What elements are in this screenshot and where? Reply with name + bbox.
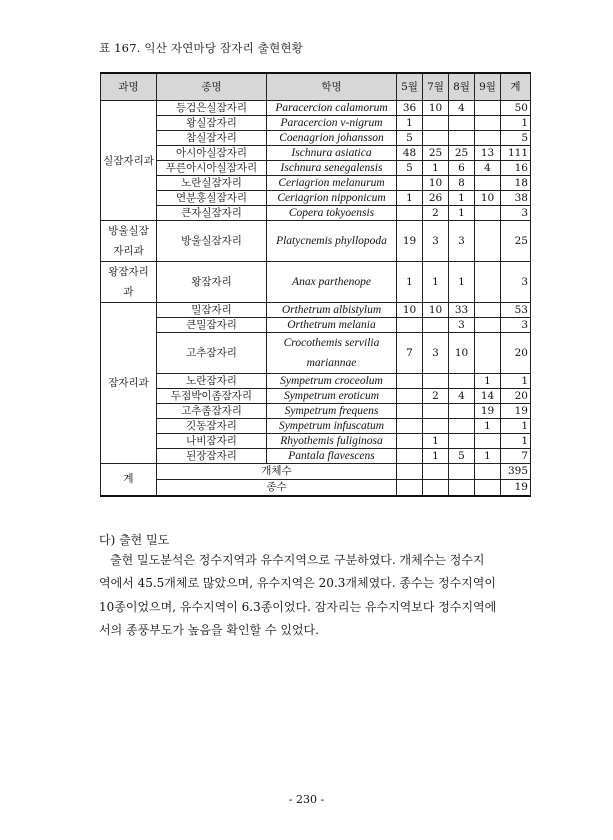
individuals-total: 395 — [501, 464, 531, 480]
total-cell: 20 — [501, 389, 531, 404]
empty-cell — [475, 464, 501, 480]
count-cell-sep — [475, 434, 501, 449]
family-label-line: 자리과 — [113, 245, 144, 257]
count-cell-aug: 6 — [449, 161, 475, 176]
count-cell-aug: 1 — [449, 206, 475, 221]
species-name-cell: 참실잠자리 — [157, 131, 267, 146]
species-name-cell: 큰밀잠자리 — [157, 318, 267, 333]
count-cell-jul: 2 — [423, 389, 449, 404]
table-row — [101, 318, 531, 333]
individuals-label: 개체수 — [157, 464, 397, 480]
paragraph-line: 서의 종풍부도가 높음을 확인할 수 있었다. — [99, 623, 319, 638]
scientific-name-cell: Coenagrion johansson — [267, 131, 397, 146]
count-cell-aug: 1 — [449, 191, 475, 206]
count-cell-aug: 4 — [449, 389, 475, 404]
count-cell-aug — [449, 419, 475, 434]
scientific-name-cell: Anax parthenope — [267, 262, 397, 303]
count-cell-sep: 19 — [475, 404, 501, 419]
total-cell: 1 — [501, 434, 531, 449]
table-row — [101, 146, 531, 161]
scientific-name-cell: Sympetrum infuscatum — [267, 419, 397, 434]
table-row — [101, 176, 531, 191]
table-row — [101, 221, 531, 262]
count-cell-sep — [475, 131, 501, 146]
paragraph-line: 출현 밀도분석은 정수지역과 유수지역으로 구분하였다. 개체수는 정수지 — [110, 553, 485, 567]
column-header: 계 — [501, 73, 531, 101]
count-cell-jul: 10 — [423, 176, 449, 191]
family-cell: 실잠자리과 — [101, 101, 157, 221]
count-cell-jul — [423, 131, 449, 146]
total-cell: 5 — [501, 131, 531, 146]
total-cell: 1 — [501, 374, 531, 389]
count-cell-may: 1 — [397, 191, 423, 206]
count-cell-aug: 5 — [449, 449, 475, 464]
count-cell-may: 48 — [397, 146, 423, 161]
table-row — [101, 374, 531, 389]
scientific-name-cell: Orthetrum albistylum — [267, 303, 397, 318]
count-cell-may: 1 — [397, 116, 423, 131]
column-header: 8월 — [449, 73, 475, 101]
count-cell-sep: 14 — [475, 389, 501, 404]
count-cell-may — [397, 449, 423, 464]
empty-cell — [397, 464, 423, 480]
empty-cell — [397, 480, 423, 496]
count-cell-jul: 1 — [423, 161, 449, 176]
count-cell-sep — [475, 116, 501, 131]
count-cell-sep: 4 — [475, 161, 501, 176]
count-cell-may: 5 — [397, 161, 423, 176]
species-name-cell: 노란실잠자리 — [157, 176, 267, 191]
page-number: - 230 - — [288, 793, 325, 806]
count-cell-may — [397, 318, 423, 333]
count-cell-jul: 1 — [423, 434, 449, 449]
species-name-cell: 고추좀잠자리 — [157, 404, 267, 419]
column-header: 5월 — [397, 73, 423, 101]
table-row — [101, 206, 531, 221]
total-cell: 53 — [501, 303, 531, 318]
count-cell-aug — [449, 434, 475, 449]
column-header: 학명 — [267, 73, 397, 101]
scientific-name-cell: Rhyothemis fuliginosa — [267, 434, 397, 449]
total-cell: 3 — [501, 262, 531, 303]
family-label-line: 왕잠자리 — [108, 266, 149, 278]
count-cell-jul — [423, 374, 449, 389]
scientific-name-cell: Ceriagrion melanurum — [267, 176, 397, 191]
scientific-name-cell: Ceriagrion nipponicum — [267, 191, 397, 206]
species-name-cell: 깃동잠자리 — [157, 419, 267, 434]
count-cell-sep — [475, 221, 501, 262]
table-header-row — [101, 73, 531, 101]
table-row — [101, 419, 531, 434]
column-header: 9월 — [475, 73, 501, 101]
table-row — [101, 404, 531, 419]
empty-cell — [423, 480, 449, 496]
count-cell-sep: 1 — [475, 419, 501, 434]
table-row — [101, 303, 531, 318]
total-cell: 7 — [501, 449, 531, 464]
count-cell-jul: 1 — [423, 262, 449, 303]
table-row — [101, 389, 531, 404]
species-count-label: 종수 — [157, 480, 397, 496]
scientific-name-cell: Orthetrum melania — [267, 318, 397, 333]
count-cell-jul: 3 — [423, 221, 449, 262]
count-cell-aug — [449, 404, 475, 419]
count-cell-aug — [449, 116, 475, 131]
family-cell — [101, 262, 157, 303]
count-cell-jul: 1 — [423, 449, 449, 464]
count-cell-sep — [475, 101, 501, 116]
count-cell-jul: 2 — [423, 206, 449, 221]
total-cell: 16 — [501, 161, 531, 176]
column-header: 7월 — [423, 73, 449, 101]
table-row — [101, 333, 531, 374]
count-cell-sep — [475, 333, 501, 374]
count-cell-aug: 3 — [449, 318, 475, 333]
count-cell-jul: 26 — [423, 191, 449, 206]
total-cell: 20 — [501, 333, 531, 374]
scientific-name-cell: Paracercion v-nigrum — [267, 116, 397, 131]
count-cell-aug — [449, 374, 475, 389]
count-cell-may — [397, 389, 423, 404]
count-cell-may — [397, 404, 423, 419]
count-cell-may: 10 — [397, 303, 423, 318]
species-name-cell: 밀잠자리 — [157, 303, 267, 318]
count-cell-may — [397, 374, 423, 389]
scientific-name-cell: Ischnura asiatica — [267, 146, 397, 161]
column-header: 과명 — [101, 73, 157, 101]
table-row — [101, 161, 531, 176]
scientific-name-cell: Pantala flavescens — [267, 449, 397, 464]
empty-cell — [475, 480, 501, 496]
species-name-cell: 두점박이좀잠자리 — [157, 389, 267, 404]
count-cell-may — [397, 206, 423, 221]
total-cell: 18 — [501, 176, 531, 191]
count-cell-sep — [475, 318, 501, 333]
table-row — [101, 131, 531, 146]
scientific-name-cell: Sympetrum eroticum — [267, 389, 397, 404]
count-cell-jul: 25 — [423, 146, 449, 161]
empty-cell — [449, 480, 475, 496]
total-cell: 3 — [501, 206, 531, 221]
scientific-name-cell: Ischnura senegalensis — [267, 161, 397, 176]
species-name-cell: 된장잠자리 — [157, 449, 267, 464]
table-row — [101, 434, 531, 449]
count-cell-may: 5 — [397, 131, 423, 146]
species-name-cell: 노란잠자리 — [157, 374, 267, 389]
count-cell-aug — [449, 131, 475, 146]
species-name-cell: 방울실잠자리 — [157, 221, 267, 262]
scientific-name-line: Crocothemis servilia — [283, 337, 380, 349]
paragraph-line: 10종이었으며, 유수지역이 6.3종이었다. 잠자리는 유수지역보다 정수지역에 — [99, 599, 497, 614]
summary-row-species — [101, 480, 531, 496]
total-cell: 25 — [501, 221, 531, 262]
family-cell — [101, 221, 157, 262]
species-name-cell: 등검은실잠자리 — [157, 101, 267, 116]
total-cell: 50 — [501, 101, 531, 116]
count-cell-sep — [475, 262, 501, 303]
table-row — [101, 101, 531, 116]
table-row — [101, 191, 531, 206]
table-row — [101, 262, 531, 303]
count-cell-may — [397, 419, 423, 434]
table-row — [101, 116, 531, 131]
count-cell-jul — [423, 419, 449, 434]
paragraph-line: 역에서 45.5개체로 많았으며, 유수지역은 20.3개체였다. 종수는 정수지역이 — [99, 576, 496, 591]
count-cell-may — [397, 434, 423, 449]
total-cell: 1 — [501, 419, 531, 434]
dragonfly-occurrence-table — [100, 72, 531, 497]
count-cell-aug: 4 — [449, 101, 475, 116]
species-name-cell: 나비잠자리 — [157, 434, 267, 449]
count-cell-aug: 25 — [449, 146, 475, 161]
empty-cell — [423, 464, 449, 480]
count-cell-sep — [475, 176, 501, 191]
count-cell-aug: 1 — [449, 262, 475, 303]
count-cell-sep — [475, 303, 501, 318]
count-cell-sep: 13 — [475, 146, 501, 161]
scientific-name-cell: Copera tokyoensis — [267, 206, 397, 221]
species-name-cell: 왕실잠자리 — [157, 116, 267, 131]
scientific-name-cell: Paracercion calamorum — [267, 101, 397, 116]
count-cell-jul: 10 — [423, 101, 449, 116]
table-row — [101, 449, 531, 464]
family-label-line: 방울실잠 — [108, 225, 149, 237]
total-cell: 38 — [501, 191, 531, 206]
count-cell-aug: 10 — [449, 333, 475, 374]
count-cell-sep — [475, 206, 501, 221]
count-cell-jul: 3 — [423, 333, 449, 374]
scientific-name-cell: Sympetrum frequens — [267, 404, 397, 419]
count-cell-jul — [423, 404, 449, 419]
count-cell-may: 7 — [397, 333, 423, 374]
species-name-cell: 왕잠자리 — [157, 262, 267, 303]
family-label-line: 과 — [123, 286, 134, 298]
count-cell-may — [397, 176, 423, 191]
summary-label: 계 — [101, 464, 157, 496]
count-cell-sep: 1 — [475, 449, 501, 464]
species-name-cell: 아시아실잠자리 — [157, 146, 267, 161]
count-cell-aug: 33 — [449, 303, 475, 318]
total-cell: 19 — [501, 404, 531, 419]
count-cell-aug: 3 — [449, 221, 475, 262]
species-name-cell: 연분홍실잠자리 — [157, 191, 267, 206]
total-cell: 3 — [501, 318, 531, 333]
family-cell: 잠자리과 — [101, 303, 157, 464]
column-header: 종명 — [157, 73, 267, 101]
count-cell-jul — [423, 318, 449, 333]
scientific-name-cell: Platycnemis phyllopoda — [267, 221, 397, 262]
scientific-name-line: mariannae — [306, 357, 357, 369]
scientific-name-cell: Sympetrum croceolum — [267, 374, 397, 389]
count-cell-jul: 10 — [423, 303, 449, 318]
count-cell-sep: 1 — [475, 374, 501, 389]
body-paragraph — [99, 549, 529, 643]
table-caption: 표 167. 익산 자연마당 잠자리 출현현황 — [99, 41, 304, 55]
count-cell-sep: 10 — [475, 191, 501, 206]
count-cell-aug: 8 — [449, 176, 475, 191]
section-title: 다) 출현 밀도 — [99, 533, 170, 547]
total-cell: 111 — [501, 146, 531, 161]
summary-row-individuals — [101, 464, 531, 480]
total-cell: 1 — [501, 116, 531, 131]
scientific-name-cell — [267, 333, 397, 374]
species-name-cell: 큰자실잠자리 — [157, 206, 267, 221]
species-name-cell: 고추잠자리 — [157, 333, 267, 374]
count-cell-may: 36 — [397, 101, 423, 116]
species-total: 19 — [501, 480, 531, 496]
empty-cell — [449, 464, 475, 480]
count-cell-jul — [423, 116, 449, 131]
count-cell-may: 1 — [397, 262, 423, 303]
count-cell-may: 19 — [397, 221, 423, 262]
species-name-cell: 푸른아시아실잠자리 — [157, 161, 267, 176]
